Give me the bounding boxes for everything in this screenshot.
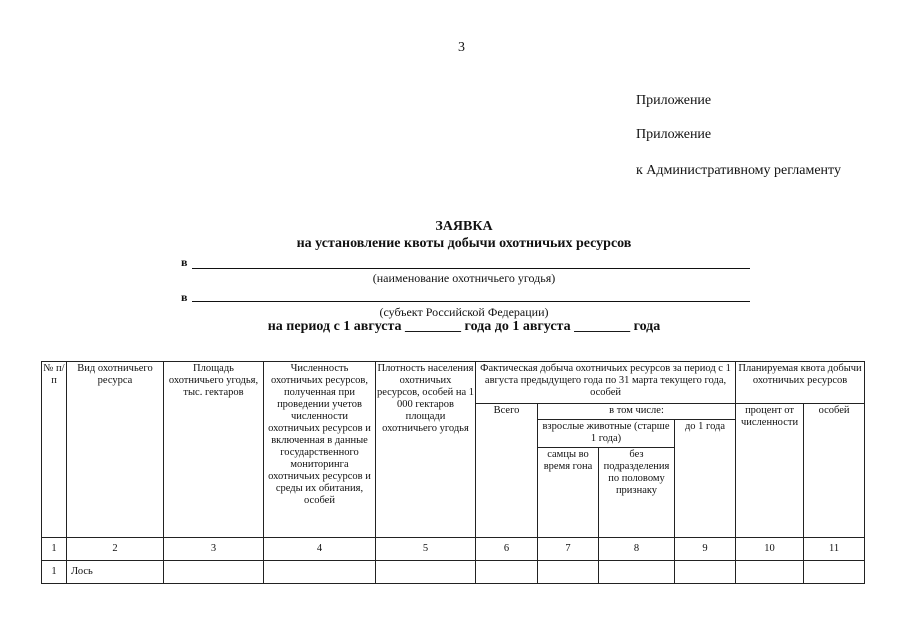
header-including: в том числе:: [538, 404, 736, 420]
federal-subject-caption: (субъект Российской Федерации): [379, 305, 549, 319]
appendix-line-2: Приложение: [636, 127, 712, 142]
col-number: 7: [538, 538, 599, 561]
header-males: самцы во время гона: [538, 448, 599, 538]
hunting-ground-caption: (наименование охотничьего угодья): [372, 271, 556, 285]
period-line: на период с 1 августа ________ года до 1 августа ________ года: [267, 319, 661, 334]
appendix-line-3: к Административному регламенту: [636, 163, 841, 178]
cell-under-1-year[interactable]: [675, 561, 736, 584]
header-actual-harvest: Фактическая добыча охотничьих ресурсов за период с 1 августа предыдущего года по 31 марта текущего года, особей: [476, 362, 736, 404]
cell-total[interactable]: [476, 561, 538, 584]
field-prefix-2: в: [181, 290, 188, 304]
header-no-sex-division: без подразделения по половому признаку: [599, 448, 675, 538]
col-number: 1: [42, 538, 67, 561]
quota-request-table: [41, 361, 865, 584]
header-percent: процент от численности: [736, 404, 804, 538]
header-species: Вид охотничьего ресурса: [67, 362, 164, 538]
document-subtitle: на установление квоты добычи охотничьих ресурсов: [296, 236, 632, 251]
header-planned-quota: Планируемая квота добычи охотничьих ресурсов: [736, 362, 865, 404]
header-total: Всего: [476, 404, 538, 538]
col-number: 9: [675, 538, 736, 561]
col-number: 10: [736, 538, 804, 561]
header-area: Площадь охотничьего угодья, тыс. гектаров: [164, 362, 264, 538]
header-under-1-year: до 1 года: [675, 420, 736, 538]
appendix-line-1: Приложение: [636, 93, 712, 108]
cell-males[interactable]: [538, 561, 599, 584]
cell-percent[interactable]: [736, 561, 804, 584]
col-number: 3: [164, 538, 264, 561]
col-number: 2: [67, 538, 164, 561]
cell-density[interactable]: [376, 561, 476, 584]
table-row: [42, 561, 865, 584]
header-count: Численность охотничьих ресурсов, полученная при проведении учетов численности охотничьих ресурсов и включенная в данные государственного мониторинга охотничьих ресурсов и среды их обитания, особей: [264, 362, 376, 538]
page-number: 3: [458, 40, 465, 55]
federal-subject-line[interactable]: [192, 301, 750, 302]
col-number: 6: [476, 538, 538, 561]
row-num: 1: [42, 561, 67, 584]
cell-individuals[interactable]: [804, 561, 865, 584]
col-number: 5: [376, 538, 476, 561]
col-number: 11: [804, 538, 865, 561]
col-number: 4: [264, 538, 376, 561]
header-adults: взрослые животные (старше 1 года): [538, 420, 675, 448]
col-number: 8: [599, 538, 675, 561]
row-species: Лось: [67, 561, 164, 584]
header-density: Плотность населения охотничьих ресурсов, особей на 1 000 гектаров площади охотничьего угодья: [376, 362, 476, 538]
hunting-ground-name-line[interactable]: [192, 268, 750, 269]
header-num: № п/п: [42, 362, 67, 538]
header-individuals: особей: [804, 404, 865, 538]
cell-no-sex-division[interactable]: [599, 561, 675, 584]
field-prefix-1: в: [181, 255, 188, 269]
cell-area[interactable]: [164, 561, 264, 584]
document-title: ЗАЯВКА: [435, 219, 493, 234]
cell-count[interactable]: [264, 561, 376, 584]
